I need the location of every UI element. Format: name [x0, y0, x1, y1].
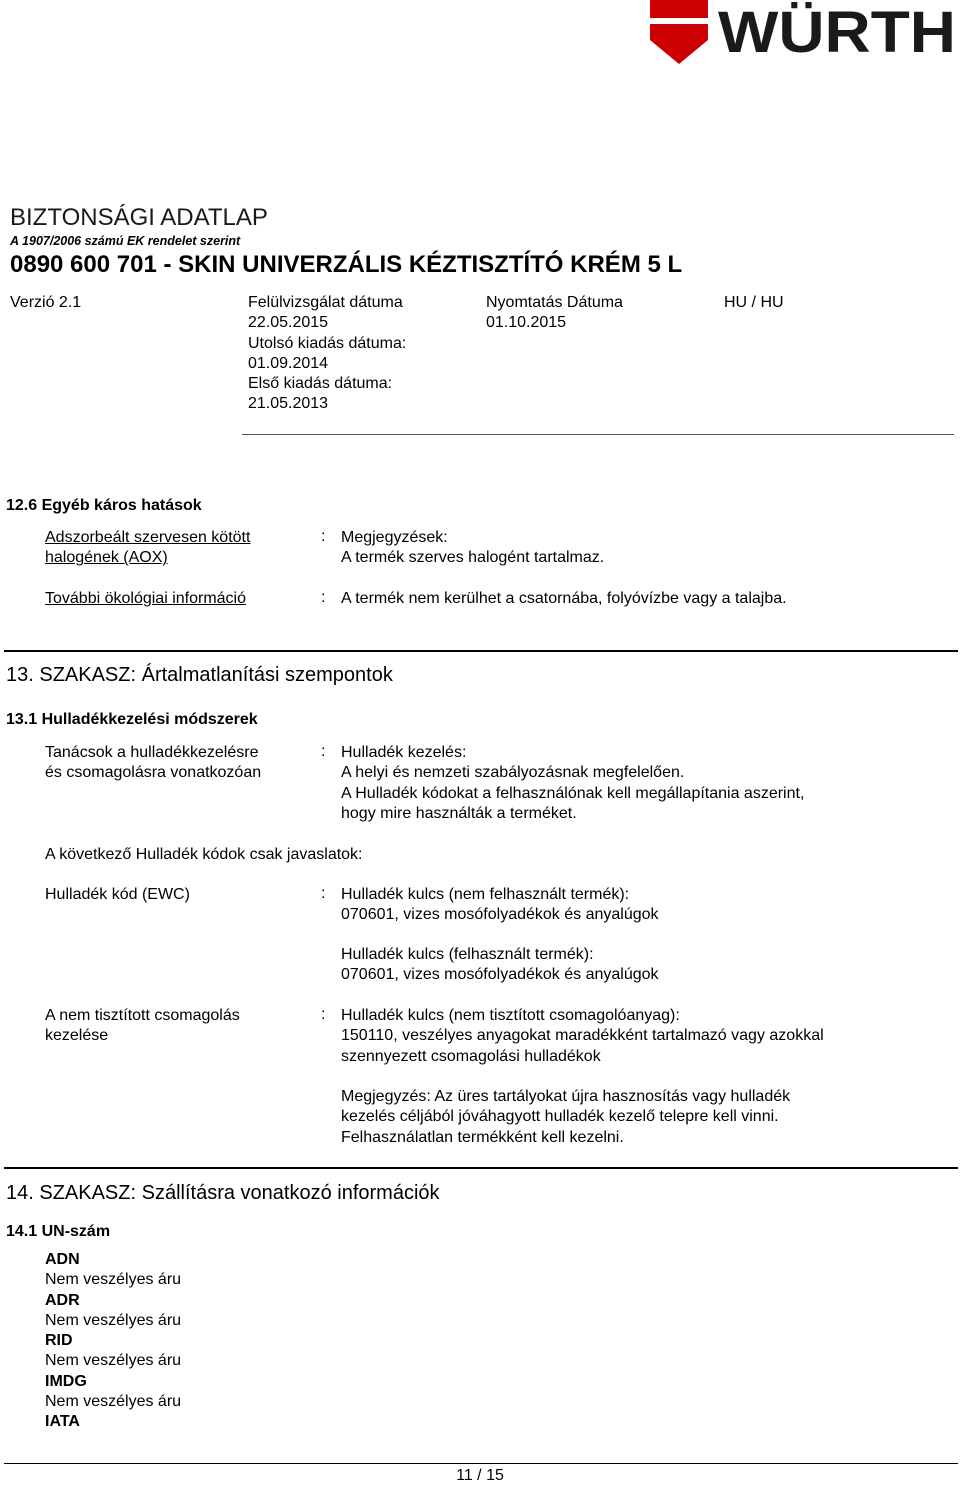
ewc-label: Hulladék kód (EWC) — [45, 886, 190, 903]
transport-value: Nem veszélyes áru — [45, 1271, 182, 1289]
codes-note: A következő Hulladék kódok csak javaslatok: — [45, 846, 363, 863]
last-issue-date: 01.09.2014 — [248, 354, 329, 372]
eco-info-value: A termék nem kerülhet a csatornába, folyóvízbe vagy a talajba. — [341, 590, 787, 607]
language-column — [724, 293, 784, 313]
colon: : — [321, 528, 326, 545]
eco-info-label: További ökológiai információ — [45, 590, 246, 607]
packaging-note-value: Megjegyzés: Az üres tartályokat újra hasznosítás vagy hulladék kezelés céljából jóváhagyott hulladék kezelő telepre kell vinni. Felhasználatlan termékként kell kezelni. — [341, 1088, 791, 1146]
svg-text:WÜRTH: WÜRTH — [718, 0, 956, 65]
version-column — [10, 293, 81, 313]
colon: : — [321, 885, 326, 902]
advice-label: Tanácsok a hulladékkezelésre és csomagolásra vonatkozóan — [45, 744, 262, 782]
section-13-heading: 13. SZAKASZ: Ártalmatlanítási szempontok — [6, 664, 393, 686]
section-12-6-heading: 12.6 Egyéb káros hatások — [6, 497, 202, 514]
aox-value: Megjegyzések: A termék szerves halogént tartalmaz. — [341, 529, 605, 567]
document-title: BIZTONSÁGI ADATLAP — [10, 204, 268, 231]
transport-list — [45, 1250, 181, 1433]
transport-value: Nem veszélyes áru — [45, 1311, 182, 1329]
language: HU / HU — [724, 294, 784, 311]
section-14-heading: 14. SZAKASZ: Szállításra vonatkozó információk — [6, 1182, 440, 1204]
section-14-1-heading: 14.1 UN-szám — [6, 1223, 111, 1240]
ewc-used-value: Hulladék kulcs (felhasznált termék): 070601, vizes mosófolyadékok és anyalúgok — [341, 946, 659, 984]
print-label: Nyomtatás Dátuma — [486, 294, 623, 311]
packaging-key-value: Hulladék kulcs (nem tisztított csomagolóanyag): 150110, veszélyes anyagokat maradékként tartalmazó vagy azokkal szennyezett csomagolási hulladékok — [341, 1007, 824, 1065]
section-13-1-heading: 13.1 Hulladékkezelési módszerek — [6, 711, 258, 728]
colon: : — [321, 589, 326, 606]
revision-date: 22.05.2015 — [248, 314, 329, 332]
last-issue-label: Utolsó kiadás dátuma: — [248, 334, 407, 352]
header-divider — [242, 434, 954, 435]
print-date: 01.10.2015 — [486, 314, 567, 332]
transport-mode: RID — [45, 1332, 73, 1350]
first-issue-date: 21.05.2013 — [248, 395, 329, 413]
footer-rule — [4, 1463, 958, 1464]
page-number: 11 / 15 — [456, 1467, 504, 1484]
aox-label: Adszorbeált szervesen kötött halogének (AOX) — [45, 529, 251, 567]
transport-mode: IATA — [45, 1413, 80, 1431]
transport-value: Nem veszélyes áru — [45, 1393, 182, 1411]
wurth-logo — [648, 0, 958, 66]
revision-label: Felülvizsgálat dátuma — [248, 294, 403, 311]
dates-column — [248, 293, 406, 415]
transport-value: Nem veszélyes áru — [45, 1352, 182, 1370]
section-14-rule — [4, 1167, 958, 1169]
first-issue-label: Első kiadás dátuma: — [248, 375, 393, 393]
transport-mode: ADN — [45, 1251, 80, 1268]
advice-value: Hulladék kezelés: A helyi és nemzeti szabályozásnak megfelelően. A Hulladék kódokat a felhasználónak kell megállapítania aszerint, hogy mire használták a terméket. — [341, 744, 805, 822]
version: Verzió 2.1 — [10, 294, 82, 311]
colon: : — [321, 743, 326, 760]
section-13-rule — [4, 650, 958, 652]
transport-mode: ADR — [45, 1291, 80, 1309]
print-column — [486, 293, 623, 334]
packaging-label: A nem tisztított csomagolás kezelése — [45, 1007, 240, 1045]
ewc-unused-value: Hulladék kulcs (nem felhasznált termék): 070601, vizes mosófolyadékok és anyalúgok — [341, 886, 659, 924]
regulation-note: A 1907/2006 számú EK rendelet szerint — [10, 234, 241, 248]
product-title: 0890 600 701 - SKIN UNIVERZÁLIS KÉZTISZTÍTÓ KRÉM 5 L — [10, 251, 683, 278]
colon: : — [321, 1006, 326, 1023]
transport-mode: IMDG — [45, 1372, 87, 1390]
